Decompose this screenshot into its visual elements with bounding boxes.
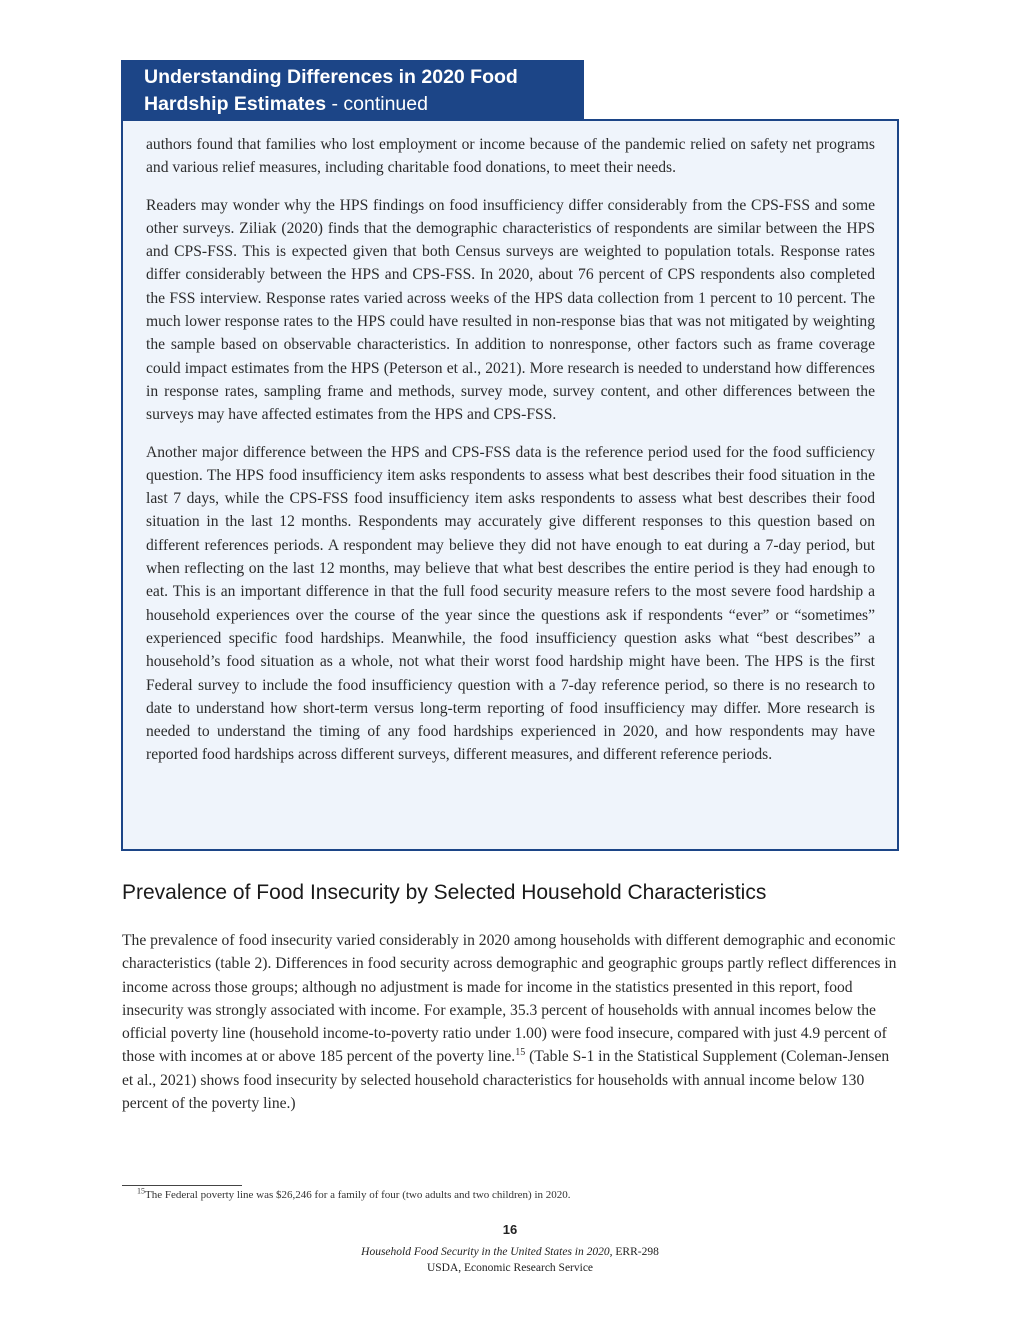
footer-organization: USDA, Economic Research Service [426,1262,594,1274]
sidebar-box [121,119,899,851]
footnote [137,1188,571,1203]
footnote-reference[interactable]: 15 [515,1047,526,1059]
footer-report-id: ERR-298 [612,1246,659,1258]
box-paragraph-1: authors found that families who lost employment or income because of the pandemic relied on safety net programs and various relief measures, including charitable food donations, to meet their needs. [146,136,875,177]
section-heading: Prevalence of Food Insecurity by Selected Household Characteristics [122,881,767,904]
footnote-number: 15 [137,1186,145,1196]
footer-report-title: Household Food Security in the United States in 2020, [361,1246,613,1258]
sidebar-box-continued-label: - continued [326,93,428,115]
page-number: 16 [502,1222,518,1237]
sidebar-box-header [121,60,584,120]
footnote-text: The Federal poverty line was $26,246 for a family of four (two adults and two children) in 2020. [145,1189,571,1201]
paragraph-text-before-note: The prevalence of food insecurity varied considerably in 2020 among households with different demographic and economic characteristics (table 2). Differences in food security across demographic and geographic groups partly reflect differences in income across those groups; although no adjustment is made for income in the statistics presented in this report, food insecurity was strongly associated with income. For example, 35.3 percent of households with annual incomes below the official poverty line (household income-to-poverty ratio under 1.00) were food insecure, compared with just 4.9 percent of those with incomes at or above 185 percent of the poverty line. [122,932,897,1066]
sidebar-box-title: Understanding Differences in 2020 Food Hardship Estimates [144,66,518,115]
paragraph-text-after-note: (Table S-1 in the Statistical Supplement (Coleman-Jensen et al., 2021) shows food insecurity by selected household characteristics for households with annual income below 130 percent of the poverty line.) [122,1048,890,1113]
footer-report-citation [0,1245,1020,1260]
section-body [122,929,898,1115]
box-paragraph-2: Readers may wonder why the HPS findings on food insufficiency differ considerably from the CPS-FSS and some other surveys. Ziliak (2020) finds that the demographic characteristics of respondents are similar between the HPS and CPS-FSS. This is expected given that both Census surveys are weighted to population totals. Response rates differ considerably between the HPS and CPS-FSS. In 2020, about 76 percent of CPS respondents also completed the FSS interview. Response rates varied across weeks of the HPS data collection from 1 percent to 10 percent. The much lower response rates to the HPS could have resulted in non-response bias that was not mitigated by weighting the sample based on observable characteristics. In addition to nonresponse, other factors such as frame coverage could impact estimates from the HPS (Peterson et al., 2021). More research is needed to understand how differences in response rates, sampling frame and methods, survey mode, survey content, and other differences between the surveys may have affected estimates from the HPS and CPS-FSS. [146,196,875,424]
box-paragraph-3: Another major difference between the HPS and CPS-FSS data is the reference period used for the food sufficiency question. The HPS food insufficiency item asks respondents to assess what best describes their food situation in the last 7 days, while the CPS-FSS food insufficiency item asks respondents to assess what best describes their food situation in the last 12 months. Respondents may accurately give different responses to this question based on different references periods. A respondent may believe they did not have enough to eat during a 7-day period, but when reflecting on the last 12 months, may believe that what best describes the entire period is they had enough to eat. This is an important difference in that the full food security measure refers to the most severe food hardship a household experiences over the course of the year since the questions ask if respondents “ever” or “sometimes” experienced specific food hardships. Meanwhile, the food insufficiency question asks what “best describes” a household’s food situation as a whole, not what their worst food hardship might have been. The HPS is the first Federal survey to include the food insufficiency question with a 7-day reference period, so there is no research to date to understand how short-term versus long-term reporting of food insufficiency may differ. More research is needed to understand the timing of any food hardships experienced in 2020, and how respondents may have reported food hardships across different surveys, different measures, and different reference periods. [146,443,875,764]
section-paragraph [122,929,898,1115]
